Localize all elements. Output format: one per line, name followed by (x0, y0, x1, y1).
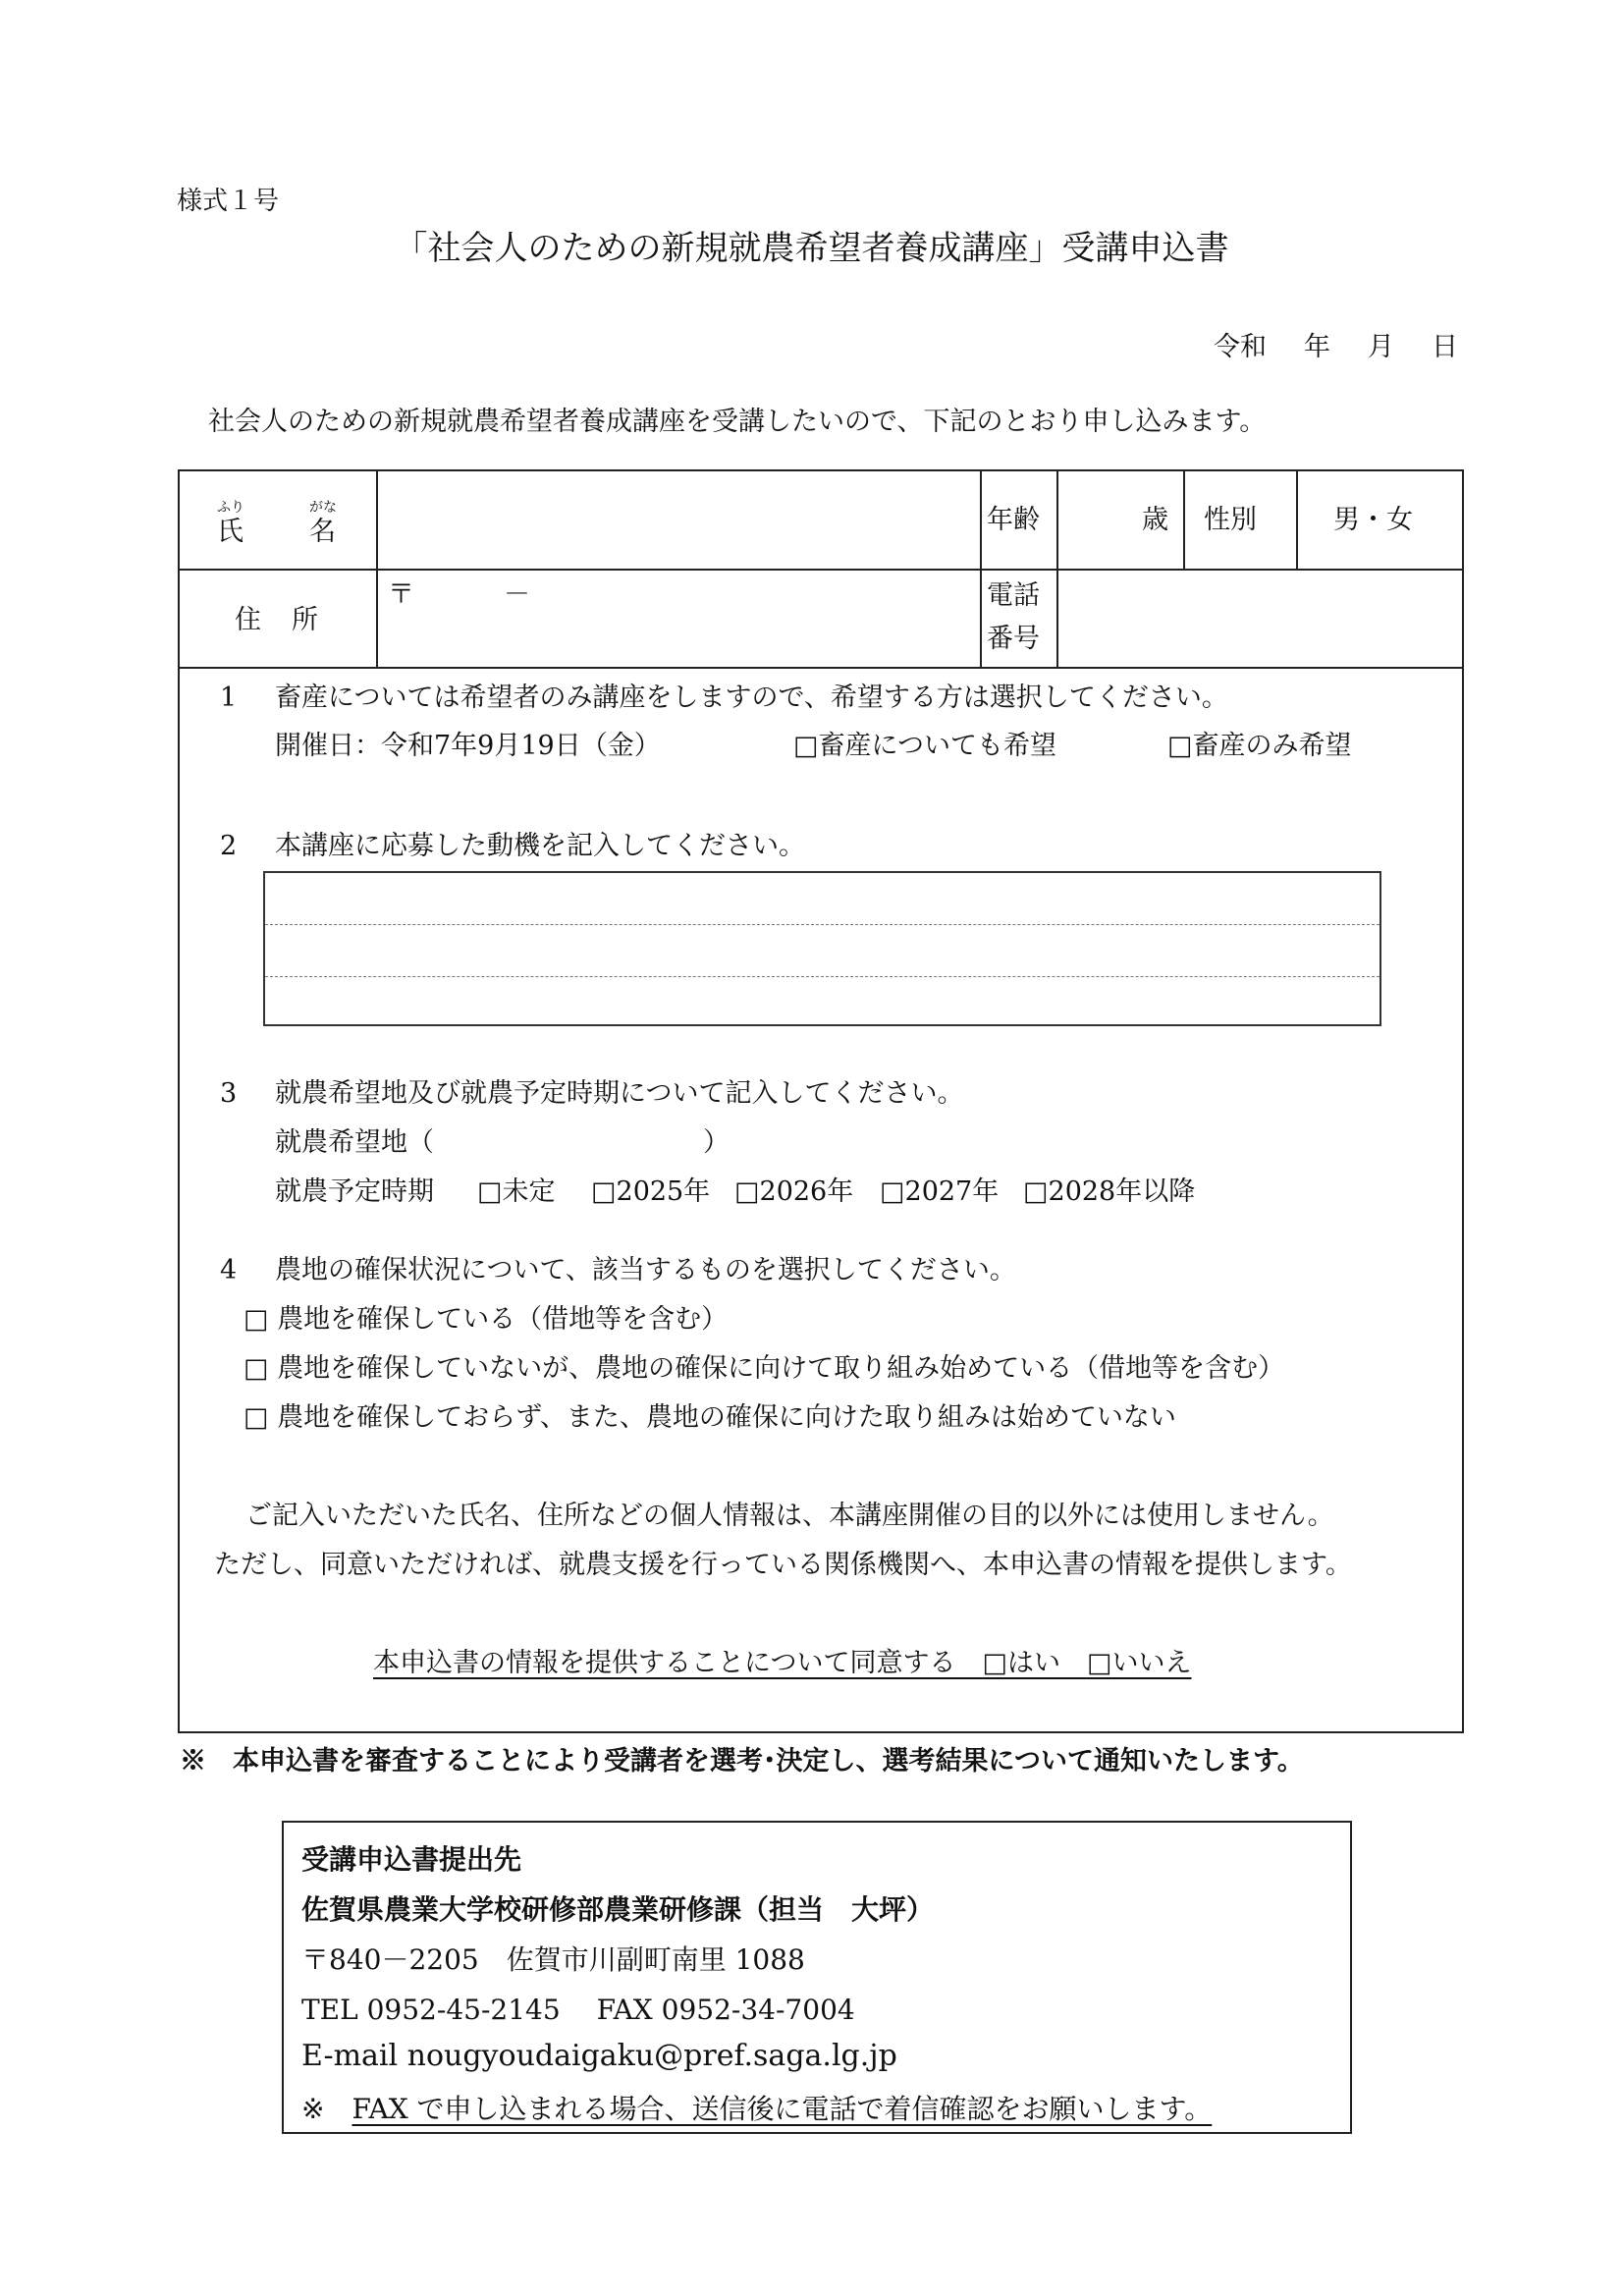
submission-note-mark: ※ (301, 2093, 325, 2125)
section-1-text: 畜産については希望者のみ講座をしますので、希望する方は選択してください。 (275, 683, 1228, 713)
land-not-started-checkbox[interactable]: □ 農地を確保しておらず、また、農地の確保に向けた取り組みは始めていない (243, 1402, 1176, 1433)
submission-org: 佐賀県農業大学校研修部農業研修課（担当 大坪） (301, 1893, 935, 1926)
submission-tel-fax: TEL 0952-45-2145 FAX 0952-34-7004 (301, 1994, 855, 2026)
submission-note (301, 2088, 1212, 2127)
furigana-label-1: ふり (217, 500, 244, 516)
time-undecided-checkbox[interactable]: □未定 (477, 1176, 556, 1207)
date-month: 月 (1368, 332, 1394, 362)
age-label: 年齢 (987, 505, 1040, 535)
section-4-number: 4 (220, 1255, 238, 1285)
age-unit: 歳 (1142, 505, 1168, 535)
section-1-number: 1 (220, 683, 238, 713)
submission-heading: 受講申込書提出先 (301, 1843, 522, 1876)
section-4-text: 農地の確保状況について、該当するものを選択してください。 (275, 1255, 1016, 1285)
name-label-1: 氏 (217, 517, 243, 547)
submission-email[interactable]: E-mail nougyoudaigaku@pref.saga.lg.jp (301, 2039, 897, 2073)
furigana-label-2: がな (309, 500, 337, 516)
consent-no-checkbox[interactable]: □いいえ (1086, 1648, 1192, 1678)
sex-options[interactable]: 男・女 (1333, 505, 1413, 535)
privacy-line-2: ただし、同意いただければ、就農支援を行っている関係機関へ、本申込書の情報を提供します。 (214, 1550, 1352, 1580)
privacy-line-1: ご記入いただいた氏名、住所などの個人情報は、本講座開催の目的以外には使用しません。 (245, 1501, 1334, 1531)
address-field[interactable] (415, 574, 975, 664)
postal-dash: － (504, 579, 530, 610)
postal-mark: 〒 (388, 579, 414, 610)
form-number: 様式１号 (177, 187, 280, 216)
land-secured-checkbox[interactable]: □ 農地を確保している（借地等を含む） (243, 1304, 729, 1335)
time-2028-later-checkbox[interactable]: □2028年以降 (1023, 1176, 1196, 1207)
farm-time-label: 就農予定時期 (275, 1176, 434, 1207)
name-label-2: 名 (309, 517, 336, 547)
page-title: 「社会人のための新規就農希望者養成講座」受講申込書 (394, 229, 1229, 268)
age-field[interactable] (1060, 475, 1139, 566)
date-year: 年 (1304, 332, 1330, 362)
farm-place-field[interactable] (442, 1121, 697, 1161)
date-day: 日 (1432, 332, 1458, 362)
sex-label: 性別 (1204, 505, 1257, 535)
consent-yes-checkbox[interactable]: □はい (982, 1648, 1060, 1678)
name-field[interactable] (380, 475, 977, 566)
time-2026-checkbox[interactable]: □2026年 (734, 1176, 854, 1207)
submission-info-box (282, 1821, 1352, 2134)
date-line (1214, 334, 1458, 360)
consent-text: 本申込書の情報を提供することについて同意する (373, 1648, 956, 1678)
submission-note-text: FAX で申し込まれる場合、送信後に電話で着信確認をお願いします。 (352, 2093, 1213, 2125)
phone-field[interactable] (1060, 574, 1458, 664)
phone-label-2: 番号 (987, 624, 1040, 654)
farm-place-close: ） (703, 1127, 730, 1158)
section-2-number: 2 (220, 831, 238, 861)
farm-place-label: 就農希望地（ (275, 1127, 434, 1158)
section-3-number: 3 (220, 1078, 238, 1109)
submission-address: 〒840－2205 佐賀市川副町南里 1088 (301, 1943, 805, 1976)
motive-textarea[interactable] (263, 871, 1381, 1026)
phone-label-1: 電話 (987, 580, 1040, 611)
consent-line (373, 1650, 1192, 1676)
date-era: 令和 (1214, 332, 1267, 362)
section-1-date: 開催日：令和7年9月19日（金） (275, 731, 661, 761)
land-in-progress-checkbox[interactable]: □ 農地を確保していないが、農地の確保に向けて取り組み始めている（借地等を含む） (243, 1353, 1285, 1384)
time-2027-checkbox[interactable]: □2027年 (880, 1176, 1000, 1207)
livestock-also-checkbox[interactable]: □畜産についても希望 (793, 731, 1056, 761)
time-2025-checkbox[interactable]: □2025年 (591, 1176, 711, 1207)
intro-text: 社会人のための新規就農希望者養成講座を受講したいので、下記のとおり申し込みます。 (208, 407, 1267, 437)
section-3-text: 就農希望地及び就農予定時期について記入してください。 (275, 1078, 964, 1109)
livestock-only-checkbox[interactable]: □畜産のみ希望 (1167, 731, 1352, 761)
selection-notice: ※ 本申込書を審査することにより受講者を選考･決定し、選考結果について通知いたします。 (180, 1746, 1304, 1777)
section-2-text: 本講座に応募した動機を記入してください。 (275, 831, 805, 861)
address-label-2: 所 (292, 605, 318, 635)
address-label-1: 住 (235, 605, 261, 635)
